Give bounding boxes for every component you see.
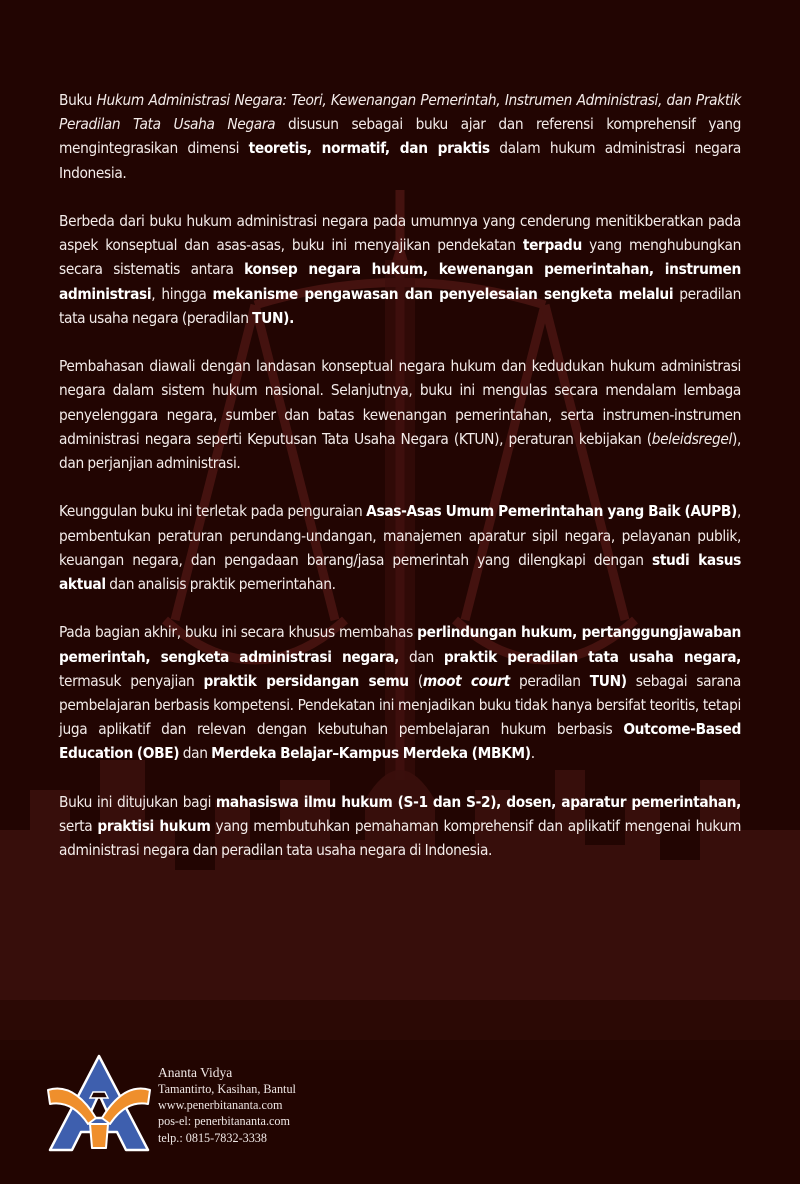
text-segment: mahasiswa ilmu hukum (S-1 dan S-2), dosen, aparatur pemerintahan, bbox=[215, 792, 741, 811]
text-segment: Pembahasan diawali dengan landasan konseptual negara hukum dan kedudukan hukum administrasi negara dalam sistem hukum nasional. Selanjutnya, buku ini mengulas secara mendalam lembaga penyelenggara negara, sumber dan batas kewenangan pemerintahan, serta instrumen-instrumen administrasi negara seperti Keputusan Tata Usaha Negara (KTUN), peraturan kebijakan ( bbox=[59, 357, 741, 448]
text-segment: ), dan perjanjian administrasi. bbox=[59, 429, 741, 473]
text-segment: teoretis, normatif, dan praktis bbox=[248, 139, 490, 158]
ananta-vidya-logo-icon bbox=[44, 1052, 154, 1154]
text-segment: Merdeka Belajar–Kampus Merdeka (MBKM) bbox=[211, 744, 531, 763]
publisher-address: Tamantirto, Kasihan, Bantul bbox=[158, 1082, 296, 1096]
text-segment: TUN). bbox=[252, 308, 294, 327]
publisher-block bbox=[44, 1052, 296, 1154]
blurb-paragraph bbox=[59, 499, 741, 596]
text-segment: termasuk penyajian bbox=[59, 671, 204, 690]
text-segment: moot court bbox=[422, 671, 510, 690]
text-segment: Pada bagian akhir, buku ini secara khusus membahas bbox=[59, 623, 418, 642]
text-segment: TUN) bbox=[589, 671, 627, 690]
text-segment: konsep negara hukum, kewenangan pemerintahan, instrumen administrasi bbox=[59, 260, 741, 303]
text-segment: ( bbox=[408, 671, 423, 690]
text-segment: Hukum Administrasi Negara: Teori, Kewenangan Pemerintah, Instrumen Administrasi, dan Praktik Peradilan Tata Usaha Negara bbox=[59, 91, 741, 134]
back-cover-blurb bbox=[59, 88, 741, 887]
text-segment: Buku bbox=[59, 91, 97, 109]
publisher-name: Ananta Vidya bbox=[158, 1065, 233, 1080]
text-segment: dan bbox=[399, 647, 444, 666]
text-segment: beleidsregel bbox=[651, 429, 732, 448]
publisher-email: pos-el: penerbitananta.com bbox=[158, 1114, 290, 1129]
text-segment: . bbox=[530, 744, 535, 763]
text-segment: yang membutuhkan pemahaman komprehensif dan aplikatif mengenai hukum administrasi negara dan peradilan tata usaha negara di Indonesia. bbox=[59, 817, 742, 860]
text-segment: , hingga bbox=[151, 284, 213, 303]
text-segment: Outcome-Based Education (OBE) bbox=[59, 720, 741, 763]
text-segment: terpadu bbox=[522, 236, 582, 255]
text-segment: praktik persidangan semu bbox=[203, 671, 409, 690]
text-segment: Berbeda dari buku hukum administrasi negara pada umumnya yang cenderung menitikberatkan pada aspek konseptual dan asas-asas, buku ini menyajikan pendekatan bbox=[59, 212, 741, 255]
text-segment: Asas-Asas Umum Pemerintahan yang Baik (AUPB) bbox=[366, 502, 737, 521]
blurb-paragraph bbox=[59, 790, 741, 863]
publisher-phone: telp.: 0815-7832-3338 bbox=[158, 1130, 267, 1145]
text-segment: serta bbox=[59, 817, 98, 836]
blurb-paragraph bbox=[59, 209, 741, 330]
text-segment: Buku ini ditujukan bagi bbox=[59, 792, 216, 811]
text-segment: sebagai sarana pembelajaran berbasis kompetensi. Pendekatan ini menjadikan buku tidak hanya bersifat teoritis, tetapi juga aplikatif dan relevan dengan kebutuhan pembelajaran hukum berbasis bbox=[59, 671, 742, 739]
text-segment: studi kasus aktual bbox=[59, 550, 741, 594]
text-segment: peradilan bbox=[509, 671, 590, 690]
text-segment: yang menghubungkan secara sistematis antara bbox=[59, 236, 741, 279]
text-segment: mekanisme pengawasan dan penyelesaian sengketa melalui bbox=[212, 284, 674, 303]
text-segment: dan analisis praktik pemerintahan. bbox=[105, 575, 336, 594]
text-segment: dan bbox=[179, 744, 212, 763]
publisher-info bbox=[158, 1064, 296, 1146]
text-segment: praktisi hukum bbox=[97, 817, 211, 836]
text-segment: peradilan tata usaha negara (peradilan bbox=[59, 284, 741, 327]
blurb-paragraph bbox=[59, 620, 741, 765]
publisher-website: www.penerbitananta.com bbox=[158, 1098, 283, 1113]
text-segment: disusun sebagai buku ajar dan referensi komprehensif yang mengintegrasikan dimensi bbox=[59, 115, 741, 158]
blurb-paragraph bbox=[59, 88, 741, 185]
text-segment: dalam hukum administrasi negara Indonesia. bbox=[59, 139, 742, 182]
text-segment: Keunggulan buku ini terletak pada penguraian bbox=[59, 502, 367, 521]
text-segment: , pembentukan peraturan perundang-undangan, manajemen aparatur sipil negara, pelayanan publik, keuangan negara, dan pengadaan barang/jasa pemerintah yang dilengkapi dengan bbox=[59, 502, 741, 569]
text-segment: perlindungan hukum, pertanggungjawaban pemerintah, sengketa administrasi negara, bbox=[59, 623, 741, 666]
blurb-paragraph bbox=[59, 354, 741, 475]
text-segment: praktik peradilan tata usaha negara, bbox=[443, 647, 742, 666]
